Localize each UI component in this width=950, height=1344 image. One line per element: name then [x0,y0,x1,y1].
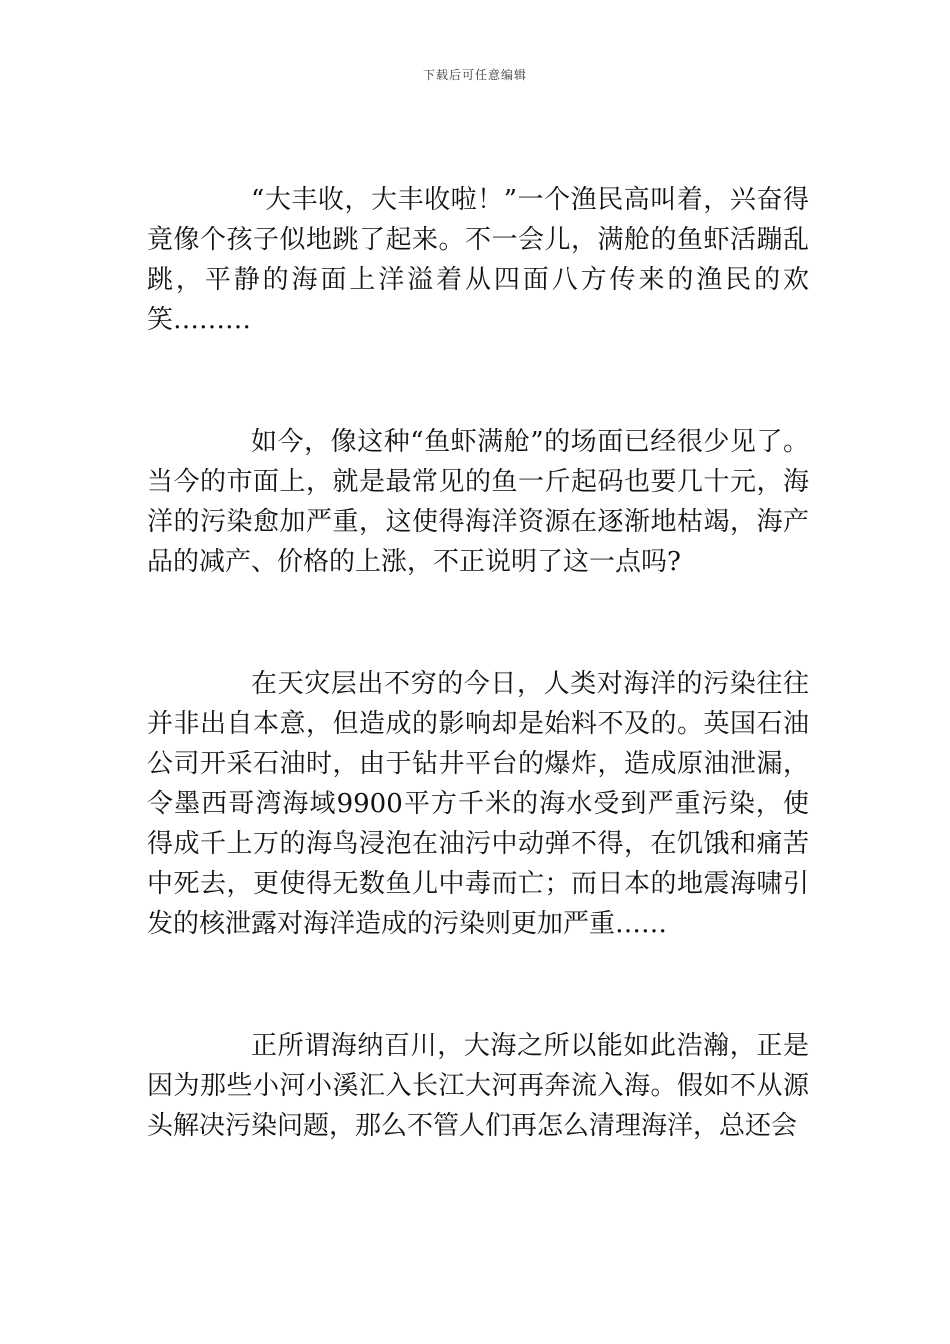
paragraph-source-solution: 正所谓海纳百川，大海之所以能如此浩瀚，正是因为那些小河小溪汇入长江大河再奔流入海。假如不从源头解决污染问题，那么不管人们再怎么清理海洋，总还会 [147,1031,809,1141]
page-header-note: 下载后可任意编辑 [422,68,527,82]
paragraph-pollution-examples: 在天灾层出不穷的今日，人类对海洋的污染往往并非出自本意，但造成的影响却是始料不及的。英国石油公司开采石油时，由于钻井平台的爆炸，造成原油泄漏，令墨西哥湾海域9900平方千米的海水受到严重污染，使得成千上万的海鸟浸泡在油污中动弹不得，在饥饿和痛苦中死去，更使得无数鱼儿中毒而亡；而日本的地震海啸引发的核泄露对海洋造成的污染则更加严重…… [147,669,809,939]
paragraph-harvest: “大丰收，大丰收啦！”一个渔民高叫着，兴奋得竟像个孩子似地跳了起来。不一会儿，满舱的鱼虾活蹦乱跳，平静的海面上洋溢着从四面八方传来的渔民的欢笑……… [147,185,809,335]
document-body [147,180,809,1146]
paragraph-rare-scene: 如今，像这种“鱼虾满舱”的场面已经很少见了。当今的市面上，就是最常见的鱼一斤起码也要几十元，海洋的污染愈加严重，这使得海洋资源在逐渐地枯竭，海产品的减产、价格的上涨，不正说明了这一点吗? [147,427,809,577]
